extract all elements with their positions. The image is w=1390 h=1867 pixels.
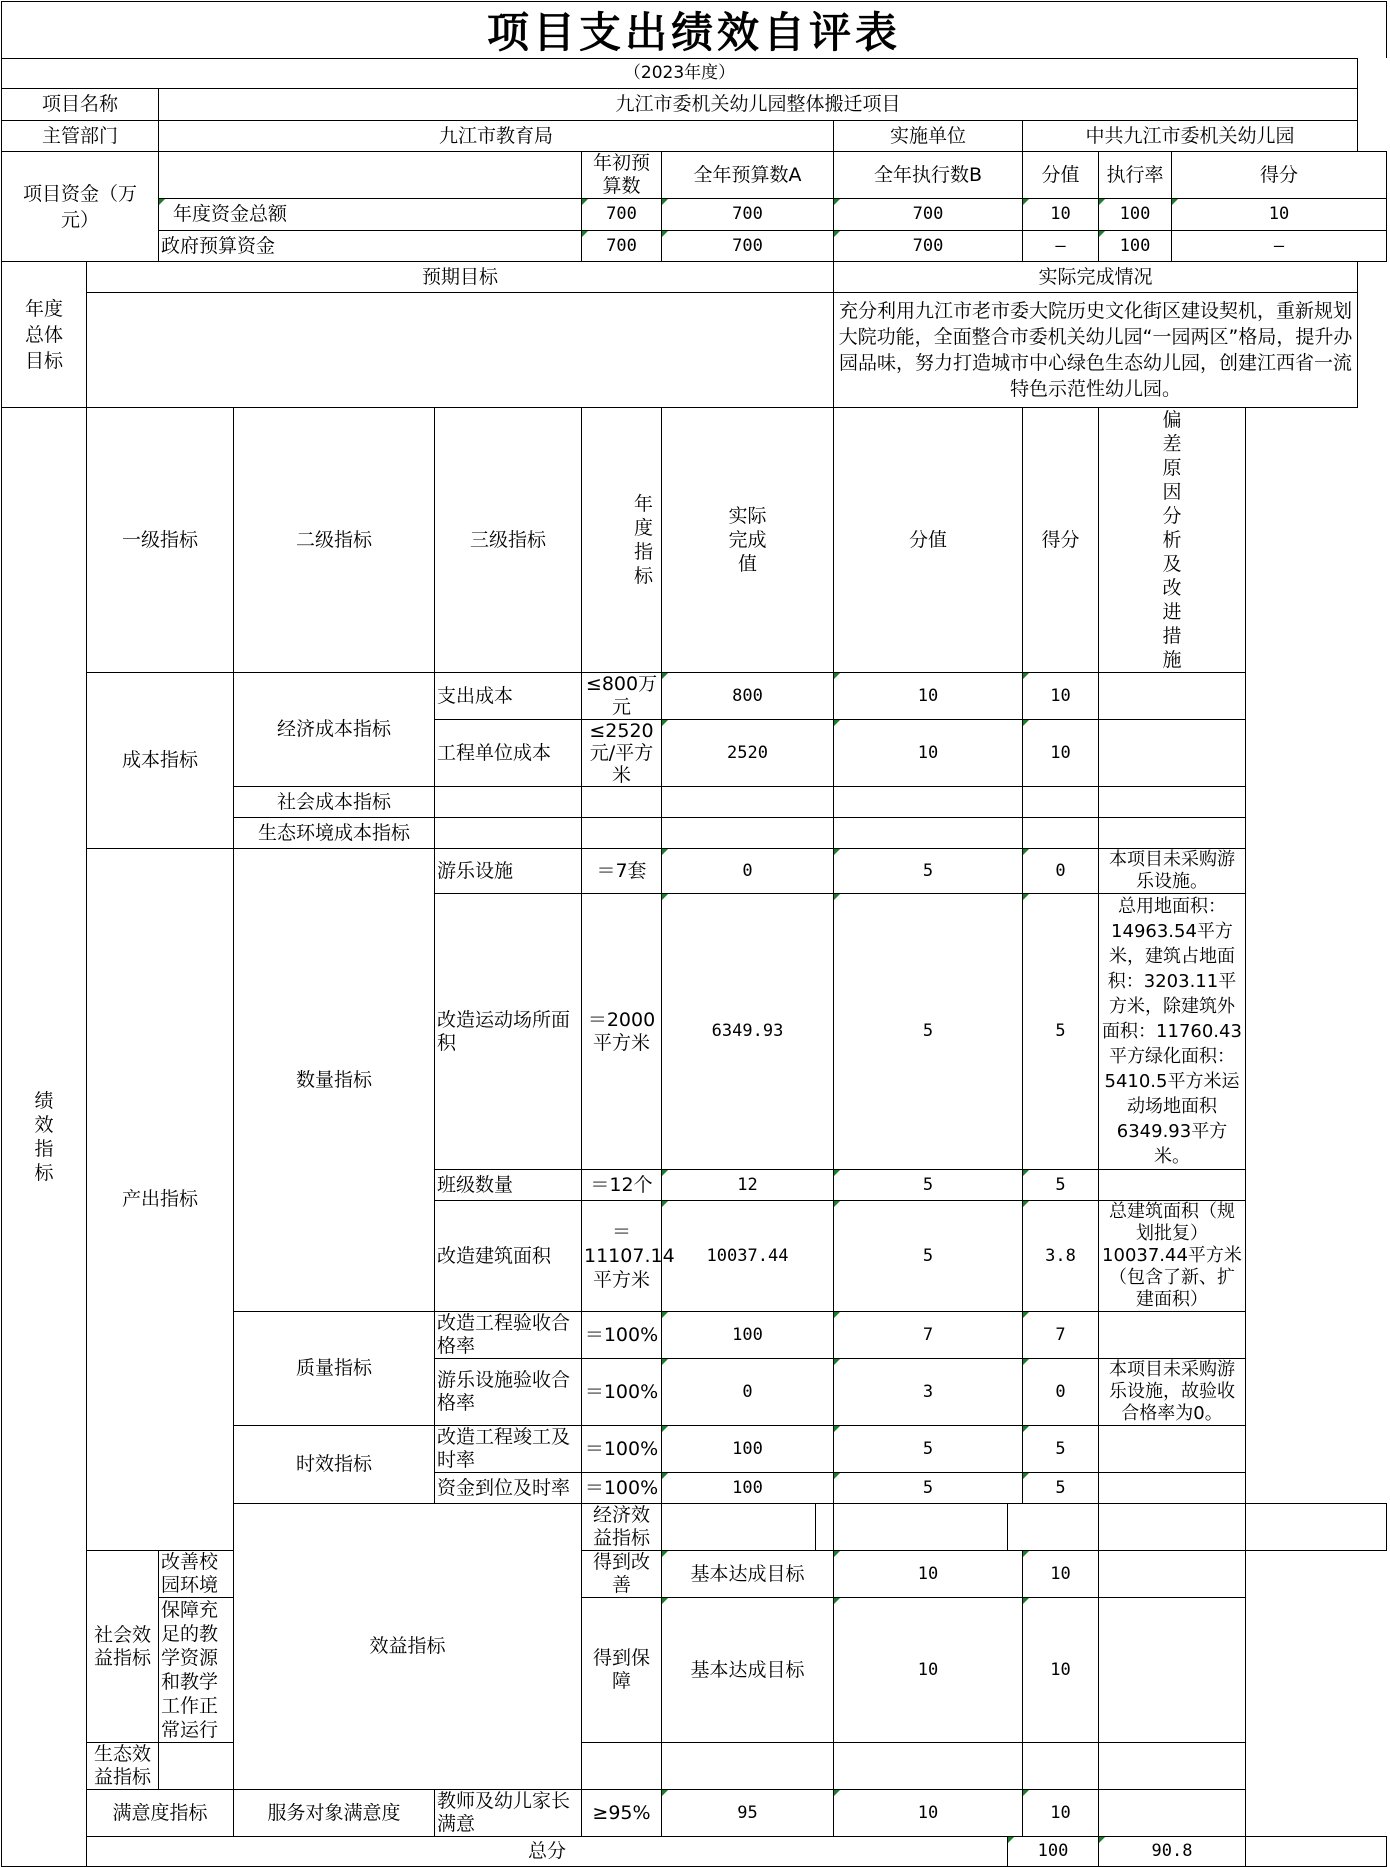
level2-service-satisfaction: 服务对象满意度 — [234, 1790, 435, 1837]
level3-note — [1099, 1790, 1246, 1837]
level3-target: ＝12个 — [582, 1170, 662, 1201]
level3-actual: 6349.93 — [662, 894, 834, 1170]
goals-actual-header: 实际完成情况 — [834, 262, 1358, 293]
empty-cell — [1099, 818, 1246, 849]
level3-target: ≥95% — [582, 1790, 662, 1837]
total-score: 90.8 — [1099, 1837, 1246, 1867]
level3-score: 0 — [1023, 1359, 1099, 1426]
empty-cell — [1099, 1743, 1246, 1790]
level3-actual: 100 — [662, 1426, 834, 1473]
level3-target: ≤2520元/平方米 — [582, 720, 662, 787]
funds-cell: 700 — [834, 199, 1023, 231]
funds-cell: — — [1023, 231, 1099, 262]
level3-value: 5 — [834, 1426, 1023, 1473]
level3-score: 7 — [1023, 1312, 1099, 1359]
level3-target: ＝100% — [582, 1312, 662, 1359]
unit-name: 中共九江市委机关幼儿园 — [1023, 121, 1358, 152]
level3-value: 10 — [834, 1598, 1023, 1743]
level3-value: 7 — [834, 1312, 1023, 1359]
level3-value: 5 — [834, 849, 1023, 894]
funds-label: 项目资金（万元） — [2, 152, 159, 262]
level3-note — [1099, 1426, 1246, 1473]
level3-name: 资金到位及时率 — [435, 1473, 582, 1504]
level3-actual: 12 — [662, 1170, 834, 1201]
level3-actual: 95 — [662, 1790, 834, 1837]
funds-cell: 100 — [1099, 231, 1172, 262]
level1-benefit: 效益指标 — [234, 1504, 582, 1790]
level2-timeliness: 时效指标 — [234, 1426, 435, 1504]
level3-name: 支出成本 — [435, 673, 582, 720]
level3-actual: 2520 — [662, 720, 834, 787]
level2-eco-cost: 生态环境成本指标 — [234, 818, 435, 849]
level3-actual: 基本达成目标 — [662, 1598, 834, 1743]
empty-cell — [662, 818, 834, 849]
funds-cell: 10 — [1023, 199, 1099, 231]
level3-target: 得到改善 — [582, 1551, 662, 1598]
level3-note — [1099, 1312, 1246, 1359]
empty-cell — [582, 818, 662, 849]
indicator-header: 三级指标 — [435, 408, 582, 673]
level3-value: 5 — [834, 894, 1023, 1170]
indicator-header: 一级指标 — [87, 408, 234, 673]
funds-header-score-value: 分值 — [1023, 152, 1099, 199]
goals-actual: 充分利用九江市老市委大院历史文化街区建设契机，重新规划大院功能，全面整合市委机关幼儿园“一园两区”格局，提升办园品味，努力打造城市中心绿色生态幼儿园，创建江西省一流特色示范性幼儿园。 — [834, 293, 1358, 408]
unit-label: 实施单位 — [834, 121, 1023, 152]
level3-note — [1099, 1473, 1246, 1504]
level3-value: 3 — [834, 1359, 1023, 1426]
level3-score: 10 — [1023, 1790, 1099, 1837]
level3-actual: 100 — [662, 1312, 834, 1359]
level3-name: 教师及幼儿家长满意 — [435, 1790, 582, 1837]
level3-score: 10 — [1023, 1551, 1099, 1598]
funds-header-initial: 年初预算数 — [582, 152, 662, 199]
level2-quality: 质量指标 — [234, 1312, 435, 1426]
level2-econ-benefit: 经济效益指标 — [582, 1504, 662, 1551]
empty-cell — [435, 787, 582, 818]
funds-cell: 100 — [1099, 199, 1172, 231]
level3-target: ＝7套 — [582, 849, 662, 894]
level3-note — [1099, 1551, 1246, 1598]
level3-target: 得到保障 — [582, 1598, 662, 1743]
project-name-label: 项目名称 — [2, 89, 159, 121]
level3-name: 改造运动场所面积 — [435, 894, 582, 1170]
empty-cell — [1099, 1504, 1246, 1551]
level3-target: ＝100% — [582, 1359, 662, 1426]
empty-cell — [662, 1743, 834, 1790]
project-name: 九江市委机关幼儿园整体搬迁项目 — [159, 89, 1358, 121]
level3-name: 改善校园环境 — [159, 1551, 234, 1598]
empty-cell — [1023, 787, 1099, 818]
funds-header-score: 得分 — [1172, 152, 1387, 199]
level2-quantity: 数量指标 — [234, 849, 435, 1312]
empty-cell — [1246, 1504, 1387, 1551]
level3-note: 本项目未采购游乐设施。 — [1099, 849, 1246, 894]
level3-target: ＝100% — [582, 1473, 662, 1504]
level3-name: 游乐设施 — [435, 849, 582, 894]
total-label: 总分 — [87, 1837, 1008, 1867]
funds-cell: 700 — [662, 231, 834, 262]
indicator-header: 分值 — [834, 408, 1023, 673]
level3-name: 工程单位成本 — [435, 720, 582, 787]
indicator-header: 年度指标 — [582, 408, 662, 673]
total-value: 100 — [1008, 1837, 1099, 1867]
level3-name: 游乐设施验收合格率 — [435, 1359, 582, 1426]
funds-cell: 700 — [662, 199, 834, 231]
level3-value: 5 — [834, 1201, 1023, 1312]
level3-value: 5 — [834, 1170, 1023, 1201]
empty-cell — [159, 1743, 234, 1790]
level3-target: ≤800万元 — [582, 673, 662, 720]
funds-cell: — — [1172, 231, 1387, 262]
level3-value: 10 — [834, 1551, 1023, 1598]
empty-cell — [834, 818, 1023, 849]
level3-note — [1099, 673, 1246, 720]
level3-score: 10 — [1023, 1598, 1099, 1743]
indicator-header: 二级指标 — [234, 408, 435, 673]
dept-label: 主管部门 — [2, 121, 159, 152]
level3-value: 10 — [834, 673, 1023, 720]
goals-expected-header: 预期目标 — [87, 262, 834, 293]
level3-actual: 800 — [662, 673, 834, 720]
indicator-header: 偏差原因分析及改进措施 — [1099, 408, 1246, 673]
evaluation-table — [1, 58, 1387, 1867]
empty-cell — [1008, 1504, 1099, 1551]
level3-actual: 100 — [662, 1473, 834, 1504]
funds-header-annual: 全年预算数A — [662, 152, 834, 199]
empty-cell — [1246, 1837, 1387, 1867]
empty-cell — [435, 818, 582, 849]
level3-score: 5 — [1023, 1426, 1099, 1473]
empty-cell — [662, 787, 834, 818]
funds-cell: 700 — [582, 199, 662, 231]
level3-value: 10 — [834, 1790, 1023, 1837]
empty-cell — [1023, 818, 1099, 849]
funds-row-name: 政府预算资金 — [159, 231, 582, 262]
indicators-label: 绩效指标 — [2, 408, 87, 1867]
level3-score: 5 — [1023, 1473, 1099, 1504]
level3-note: 总建筑面积（规划批复）10037.44平方米（包含了新、扩建面积） — [1099, 1201, 1246, 1312]
level3-actual: 基本达成目标 — [662, 1551, 834, 1598]
goals-label: 年度总体目标 — [2, 262, 87, 408]
level3-value: 5 — [834, 1473, 1023, 1504]
level3-score: 0 — [1023, 849, 1099, 894]
funds-cell: 10 — [1172, 199, 1387, 231]
level3-name: 保障充足的教学资源和教学工作正常运行 — [159, 1598, 234, 1743]
level2-social-benefit: 社会效益指标 — [87, 1551, 159, 1743]
level3-name: 改造建筑面积 — [435, 1201, 582, 1312]
funds-header-blank — [159, 152, 582, 199]
level3-target: ＝100% — [582, 1426, 662, 1473]
level3-value: 10 — [834, 720, 1023, 787]
funds-header-rate: 执行率 — [1099, 152, 1172, 199]
level3-score: 10 — [1023, 720, 1099, 787]
funds-cell: 700 — [834, 231, 1023, 262]
level3-note — [1099, 1598, 1246, 1743]
level3-target: ＝2000平方米 — [582, 894, 662, 1170]
level1-output: 产出指标 — [87, 849, 234, 1551]
level3-note — [1099, 1170, 1246, 1201]
funds-header-executed: 全年执行数B — [834, 152, 1023, 199]
dept-name: 九江市教育局 — [159, 121, 834, 152]
level3-score: 5 — [1023, 894, 1099, 1170]
indicator-header: 得分 — [1023, 408, 1099, 673]
level3-name: 班级数量 — [435, 1170, 582, 1201]
indicator-header: 实际完成值 — [662, 408, 834, 673]
level3-score: 5 — [1023, 1170, 1099, 1201]
level2-eco-benefit: 生态效益指标 — [87, 1743, 159, 1790]
empty-cell — [1023, 1743, 1099, 1790]
empty-cell — [834, 787, 1023, 818]
level1-cost: 成本指标 — [87, 673, 234, 849]
empty-cell — [582, 1743, 662, 1790]
level3-score: 10 — [1023, 673, 1099, 720]
self-evaluation-sheet — [1, 1, 1387, 1862]
empty-cell — [834, 1504, 1008, 1551]
empty-cell — [582, 787, 662, 818]
page-title: 项目支出绩效自评表 — [1, 1, 1387, 58]
funds-row-name: 年度资金总额 — [159, 199, 582, 231]
empty-cell — [662, 1504, 816, 1551]
empty-cell — [834, 1743, 1023, 1790]
level3-target: ＝11107.14平方米 — [582, 1201, 662, 1312]
empty-cell — [1099, 787, 1246, 818]
goals-expected — [87, 293, 834, 408]
level3-note: 本项目未采购游乐设施，故验收合格率为0。 — [1099, 1359, 1246, 1426]
level3-actual: 0 — [662, 1359, 834, 1426]
empty-cell — [816, 1504, 834, 1551]
level3-score: 3.8 — [1023, 1201, 1099, 1312]
level2-econ-cost: 经济成本指标 — [234, 673, 435, 787]
level3-name: 改造工程验收合格率 — [435, 1312, 582, 1359]
level3-note: 总用地面积：14963.54平方米，建筑占地面积：3203.11平方米，除建筑外面积：11760.43平方绿化面积：5410.5平方米运动场地面积6349.93平方米。 — [1099, 894, 1246, 1170]
level3-actual: 10037.44 — [662, 1201, 834, 1312]
level3-note — [1099, 720, 1246, 787]
year-label: （2023年度） — [2, 59, 1358, 89]
level2-social-cost: 社会成本指标 — [234, 787, 435, 818]
funds-cell: 700 — [582, 231, 662, 262]
level1-satisfaction: 满意度指标 — [87, 1790, 234, 1837]
level3-name: 改造工程竣工及时率 — [435, 1426, 582, 1473]
level3-actual: 0 — [662, 849, 834, 894]
